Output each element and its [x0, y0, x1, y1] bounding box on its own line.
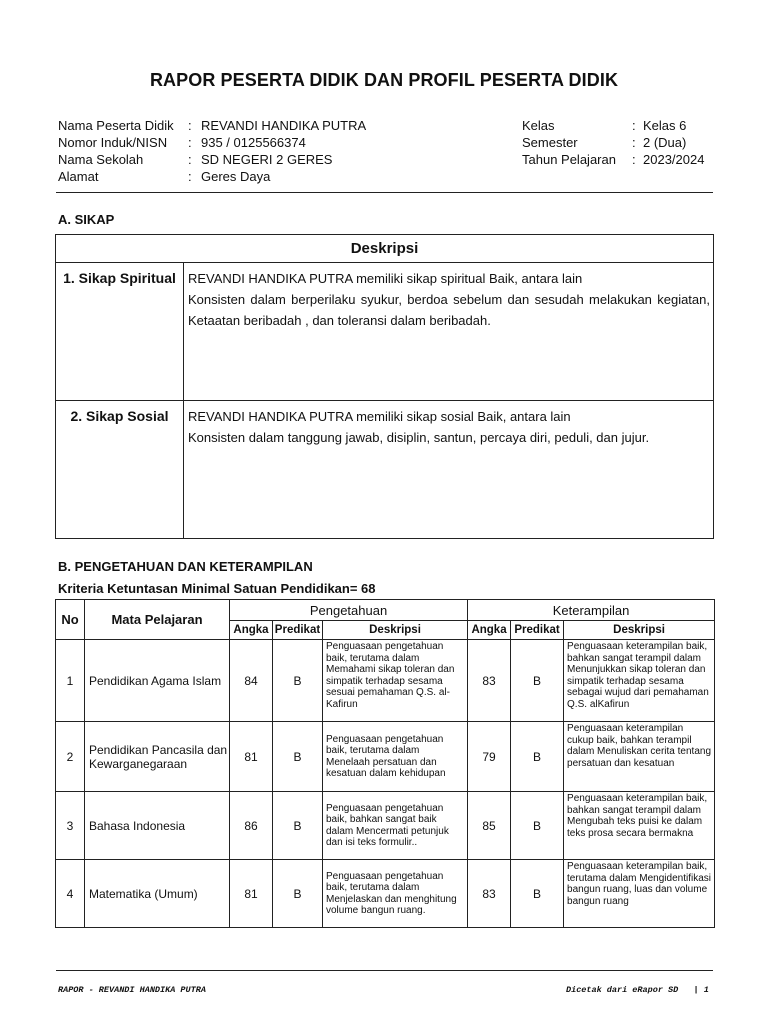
row-p-predikat: B — [273, 860, 323, 928]
sikap-description-line: Konsisten dalam tanggung jawab, disiplin, santun, percaya diri, peduli, dan jujur. — [188, 430, 650, 445]
identity-value: SD NEGERI 2 GERES — [201, 152, 333, 167]
identity-colon: : — [632, 118, 636, 133]
identity-colon: : — [632, 152, 636, 167]
identity-row-nisn — [58, 134, 366, 151]
footer-student-label: RAPOR - REVANDI HANDIKA PUTRA — [58, 985, 206, 995]
student-identity-right — [522, 117, 704, 168]
header-k-predikat: Predikat — [511, 621, 564, 640]
identity-label: Tahun Pelajaran — [522, 152, 616, 167]
identity-label: Alamat — [58, 169, 99, 184]
row-k-predikat: B — [511, 860, 564, 928]
row-k-angka: 85 — [468, 792, 511, 860]
header-keterampilan: Keterampilan — [468, 600, 715, 621]
sikap-row-spiritual — [56, 263, 714, 401]
footer-print-label: Dicetak dari eRapor SD | 1 — [566, 985, 709, 995]
row-p-predikat: B — [273, 792, 323, 860]
section-pengetahuan-heading: B. PENGETAHUAN DAN KETERAMPILAN — [58, 559, 313, 574]
row-mapel: Pendidikan Agama Islam — [85, 640, 230, 722]
header-no: No — [56, 600, 85, 640]
identity-colon: : — [188, 169, 192, 184]
sikap-column-header: Deskripsi — [56, 235, 714, 263]
row-p-angka: 81 — [230, 722, 273, 792]
sikap-table — [55, 234, 714, 539]
row-no: 4 — [56, 860, 85, 928]
row-p-deskripsi: Penguasaan pengetahuan baik, bahkan sangat baik dalam Mencermati petunjuk dan isi teks formulir.. — [323, 792, 468, 860]
row-p-deskripsi: Penguasaan pengetahuan baik, terutama dalam Menjelaskan dan menghitung volume bangun ruang. — [323, 860, 468, 928]
row-p-angka: 84 — [230, 640, 273, 722]
identity-label: Semester — [522, 135, 578, 150]
sikap-description-line: REVANDI HANDIKA PUTRA memiliki sikap spiritual Baik, antara lain — [188, 271, 583, 286]
row-mapel: Pendidikan Pancasila dan Kewarganegaraan — [85, 722, 230, 792]
student-identity-left — [58, 117, 366, 185]
row-no: 1 — [56, 640, 85, 722]
row-k-deskripsi: Penguasaan keterampilan baik, bahkan sangat terampil dalam Menunjukkan sikap toleran dan simpatik terhadap sesama sebagai wujud dari pemahaman Q.S. alKafirun — [564, 640, 715, 722]
row-k-predikat: B — [511, 722, 564, 792]
identity-label: Nomor Induk/NISN — [58, 135, 168, 150]
row-p-angka: 81 — [230, 860, 273, 928]
row-no: 2 — [56, 722, 85, 792]
row-p-predikat: B — [273, 722, 323, 792]
row-mapel: Matematika (Umum) — [85, 860, 230, 928]
identity-colon: : — [188, 135, 192, 150]
header-p-deskripsi: Deskripsi — [323, 621, 468, 640]
identity-colon: : — [188, 118, 192, 133]
row-p-deskripsi: Penguasaan pengetahuan baik, terutama dalam Menelaah persatuan dan kesatuan dalam kehidupan — [323, 722, 468, 792]
sikap-aspect-label: 2. Sikap Sosial — [56, 401, 184, 539]
row-k-deskripsi: Penguasaan keterampilan cukup baik, bahkan terampil dalam Menuliskan cerita tentang persatuan dan kesatuan — [564, 722, 715, 792]
identity-label: Nama Peserta Didik — [58, 118, 174, 133]
identity-colon: : — [632, 135, 636, 150]
footer-divider — [56, 970, 713, 971]
header-pengetahuan: Pengetahuan — [230, 600, 468, 621]
sikap-description-line: Konsisten dalam berperilaku syukur, berdoa sebelum dan sesudah melakukan kegiatan, Ketaatan beribadah , dan toleransi dalam beribadah. — [188, 292, 710, 328]
header-divider — [56, 192, 713, 193]
header-mapel: Mata Pelajaran — [85, 600, 230, 640]
row-k-predikat: B — [511, 792, 564, 860]
sikap-description-line: REVANDI HANDIKA PUTRA memiliki sikap sosial Baik, antara lain — [188, 409, 571, 424]
row-p-predikat: B — [273, 640, 323, 722]
identity-label: Kelas — [522, 118, 555, 133]
row-k-angka: 79 — [468, 722, 511, 792]
sikap-aspect-label: 1. Sikap Spiritual — [56, 263, 184, 401]
table-row — [56, 640, 715, 722]
row-k-angka: 83 — [468, 860, 511, 928]
identity-label: Nama Sekolah — [58, 152, 144, 167]
identity-row-class — [522, 117, 704, 134]
header-k-angka: Angka — [468, 621, 511, 640]
row-no: 3 — [56, 792, 85, 860]
header-p-angka: Angka — [230, 621, 273, 640]
sikap-row-sosial — [56, 401, 714, 539]
page-title: RAPOR PESERTA DIDIK DAN PROFIL PESERTA DIDIK — [149, 70, 619, 90]
identity-value: Geres Daya — [201, 169, 271, 184]
identity-row-semester — [522, 134, 704, 151]
identity-row-school — [58, 151, 366, 168]
identity-colon: : — [188, 152, 192, 167]
identity-value: 2 (Dua) — [643, 135, 687, 150]
row-mapel: Bahasa Indonesia — [85, 792, 230, 860]
row-k-deskripsi: Penguasaan keterampilan baik, bahkan sangat terampil dalam Mengubah teks puisi ke dalam teks prosa secara bermakna — [564, 792, 715, 860]
sikap-description — [184, 401, 714, 539]
identity-row-name — [58, 117, 366, 134]
grades-table — [55, 599, 715, 928]
row-k-deskripsi: Penguasaan keterampilan baik, terutama dalam Mengidentifikasi bangun ruang, luas dan volume bangun ruang — [564, 860, 715, 928]
identity-value: Kelas 6 — [643, 118, 687, 133]
row-k-angka: 83 — [468, 640, 511, 722]
kkm-label: Kriteria Ketuntasan Minimal Satuan Pendidikan= 68 — [58, 581, 376, 596]
row-p-deskripsi: Penguasaan pengetahuan baik, terutama dalam Memahami sikap toleran dan simpatik terhadap sesama sesuai pemahaman Q.S. al-Kafirun — [323, 640, 468, 722]
row-p-angka: 86 — [230, 792, 273, 860]
identity-value: REVANDI HANDIKA PUTRA — [201, 118, 367, 133]
identity-row-year — [522, 151, 704, 168]
identity-value: 2023/2024 — [643, 152, 705, 167]
sikap-description — [184, 263, 714, 401]
table-row — [56, 792, 715, 860]
row-k-predikat: B — [511, 640, 564, 722]
section-sikap-heading: A. SIKAP — [58, 212, 115, 227]
identity-value: 935 / 0125566374 — [201, 135, 306, 150]
header-k-deskripsi: Deskripsi — [564, 621, 715, 640]
table-row — [56, 722, 715, 792]
header-p-predikat: Predikat — [273, 621, 323, 640]
table-row — [56, 860, 715, 928]
identity-row-address — [58, 168, 366, 185]
